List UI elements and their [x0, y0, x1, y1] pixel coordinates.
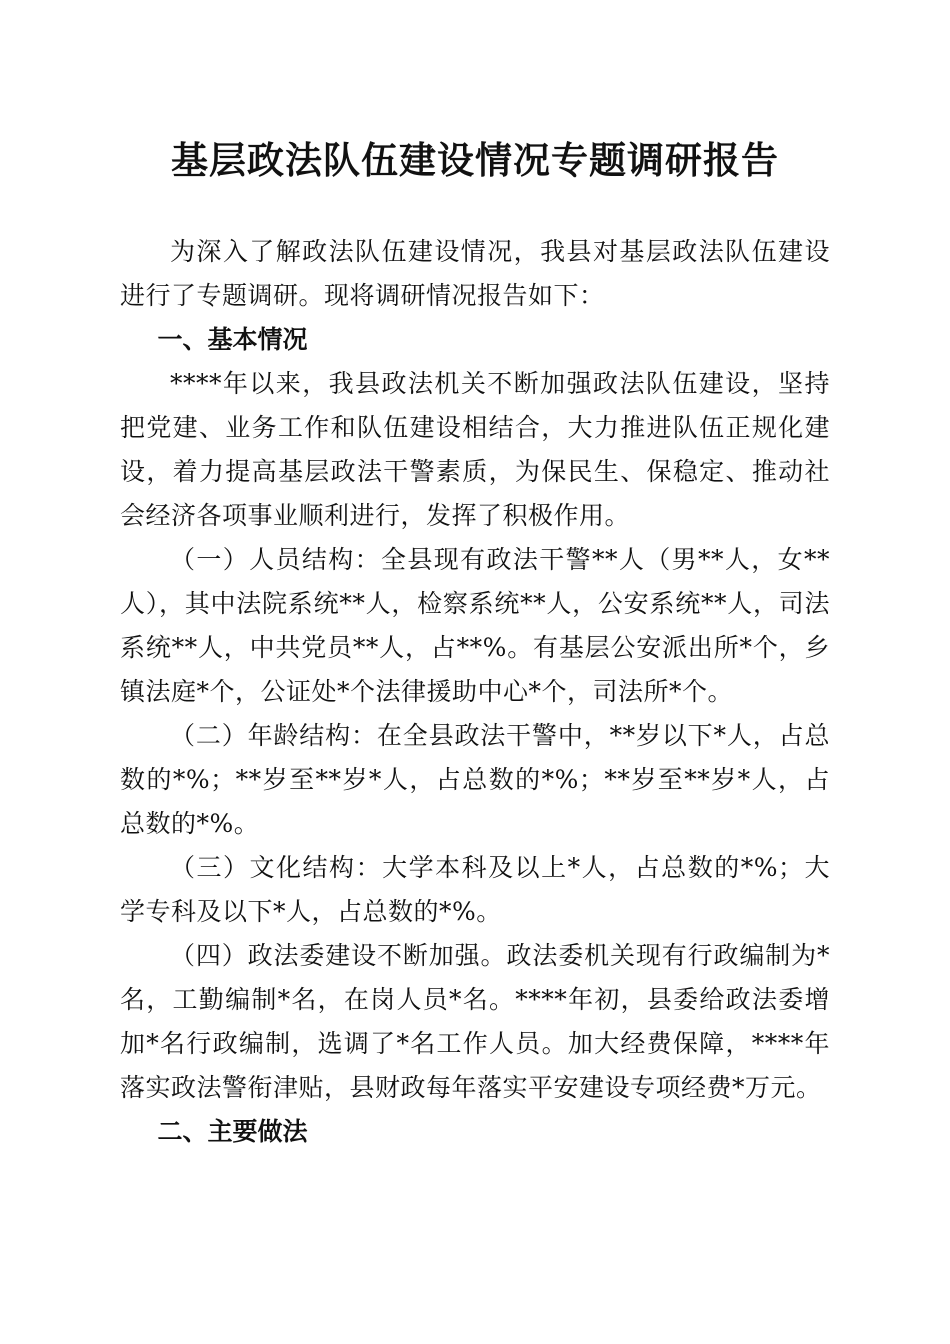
committee-building-paragraph: [120, 934, 830, 1110]
personnel-structure-text: 全县现有政法干警**人（男**人，女**人），其中法院系统**人，检察系统**人，公安系统**人，司法系统**人，中共党员**人，占**%。有基层公安派出所*个，乡镇法庭*个，公证处*个法律援助中心*个，司法所*个。: [120, 545, 830, 706]
personnel-structure-paragraph: [120, 538, 830, 714]
committee-building-text: 政法委机关现有行政编制为*名，工勤编制*名，在岗人员*名。****年初，县委给政法委增加*名行政编制，选调了*名工作人员。加大经费保障，****年落实政法警衔津贴，县财政每年落实平安建设专项经费*万元。: [120, 941, 830, 1102]
section-heading-basic-situation: 一、基本情况: [157, 325, 308, 354]
age-structure-text: 在全县政法干警中，**岁以下*人，占总数的*%；**岁至**岁*人，占总数的*%；**岁至**岁*人，占总数的*%。: [120, 721, 830, 838]
overview-paragraph: ****年以来，我县政法机关不断加强政法队伍建设，坚持把党建、业务工作和队伍建设相结合，大力推进队伍正规化建设，着力提高基层政法干警素质，为保民生、保稳定、推动社会经济各项事业顺利进行，发挥了积极作用。: [120, 369, 830, 530]
committee-building-label: （四）政法委建设不断加强。: [170, 941, 507, 970]
section-heading-main-practices: 二、主要做法: [157, 1117, 308, 1146]
education-structure-paragraph: [120, 846, 830, 934]
document-body: [120, 230, 830, 1154]
age-structure-label: （二）年龄结构：: [170, 721, 377, 750]
education-structure-text: 大学本科及以上*人，占总数的*%；大学专科及以下*人，占总数的*%。: [120, 853, 830, 926]
document-title: 基层政法队伍建设情况专题调研报告: [171, 138, 779, 182]
personnel-structure-label: （一）人员结构：: [170, 545, 381, 574]
age-structure-paragraph: [120, 714, 830, 846]
education-structure-label: （三）文化结构：: [170, 853, 383, 882]
intro-paragraph: 为深入了解政法队伍建设情况，我县对基层政法队伍建设进行了专题调研。现将调研情况报告如下：: [120, 237, 830, 310]
